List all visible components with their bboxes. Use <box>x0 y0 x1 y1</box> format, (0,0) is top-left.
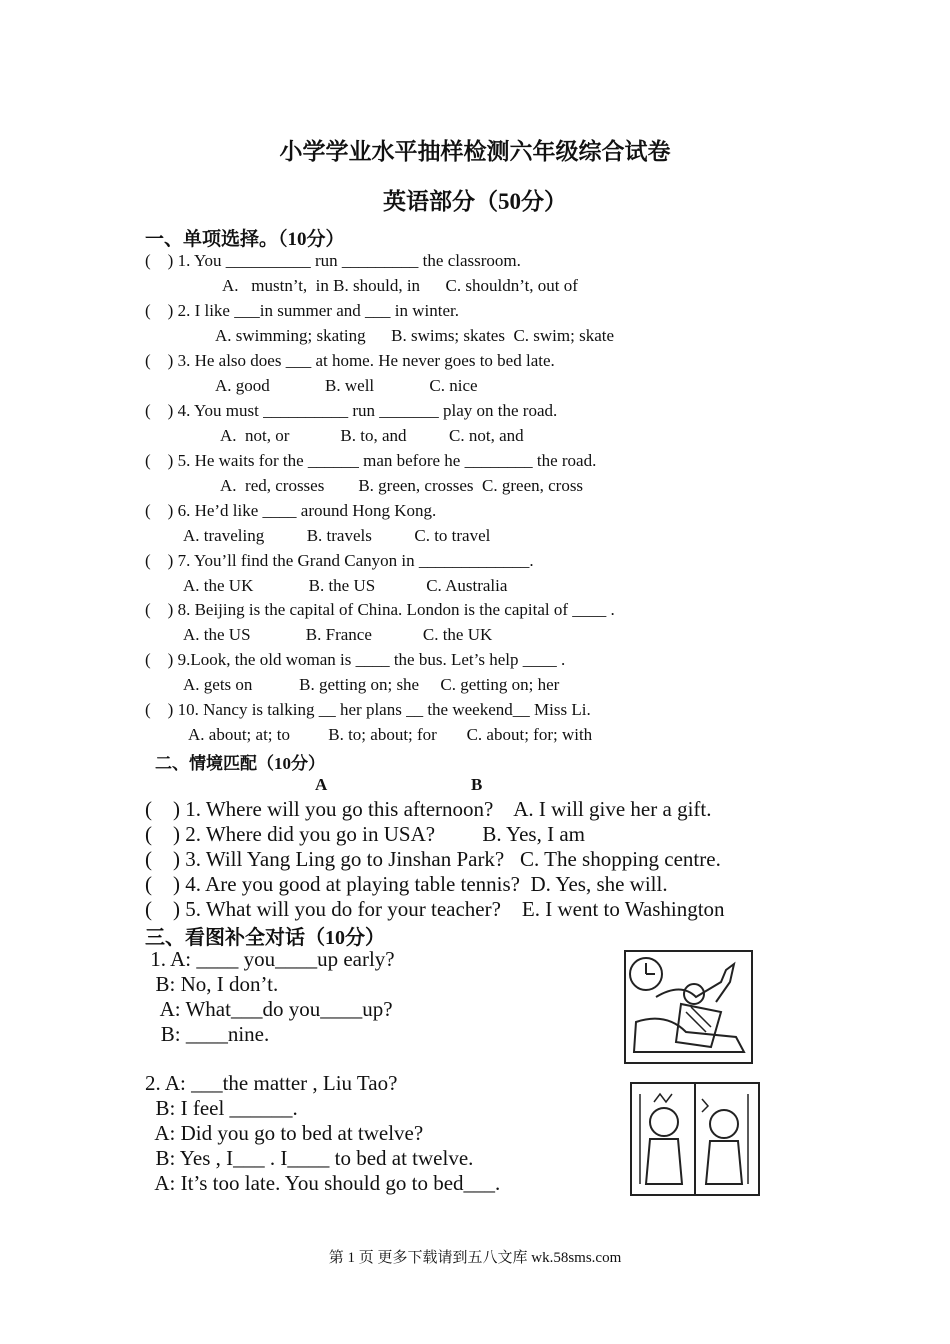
section1-heading: 一、单项选择。（10分） <box>145 229 345 250</box>
dialogue2-line-2: B: I feel ______. <box>145 1096 298 1120</box>
column-a-label: A <box>315 775 328 794</box>
q1-options: A. mustn’t, in B. should, in C. shouldn’t, out of <box>222 276 578 295</box>
dialogue1-line-2: B: No, I don’t. <box>145 972 279 996</box>
dialogue1-line-1: 1. A: ____ you____up early? <box>145 947 395 971</box>
dialogue2-line-3: A: Did you go to bed at twelve? <box>145 1121 424 1145</box>
wake-up-illustration <box>624 950 753 1064</box>
q4-options: A. not, or B. to, and C. not, and <box>220 426 524 445</box>
sick-boys-drawing <box>632 1084 758 1194</box>
q9-options: A. gets on B. getting on; she C. getting on; her <box>183 675 560 694</box>
q2-options: A. swimming; skating B. swims; skates C. swim; skate <box>215 326 615 345</box>
column-b-label: B <box>471 775 483 794</box>
match-line-4: ( ) 4. Are you good at playing table tennis? D. Yes, she will. <box>145 872 668 896</box>
page-subtitle: 英语部分（50分） <box>383 189 567 214</box>
dialogue1-line-4: B: ____nine. <box>145 1022 270 1046</box>
match-line-2: ( ) 2. Where did you go in USA? B. Yes, I am <box>145 822 585 846</box>
page-title: 小学学业水平抽样检测六年级综合试卷 <box>279 139 671 164</box>
q5-options: A. red, crosses B. green, crosses C. green, cross <box>220 476 584 495</box>
q7-options: A. the UK B. the US C. Australia <box>183 576 508 595</box>
q8-stem: ( ) 8. Beijing is the capital of China. London is the capital of ____ . <box>145 600 615 619</box>
q6-stem: ( ) 6. He’d like ____ around Hong Kong. <box>145 501 437 520</box>
q7-stem: ( ) 7. You’ll find the Grand Canyon in _____________. <box>145 551 534 570</box>
q5-stem: ( ) 5. He waits for the ______ man before he ________ the road. <box>145 451 597 470</box>
match-line-1: ( ) 1. Where will you go this afternoon? A. I will give her a gift. <box>145 797 712 821</box>
q3-options: A. good B. well C. nice <box>215 376 478 395</box>
q9-stem: ( ) 9.Look, the old woman is ____ the bus. Let’s help ____ . <box>145 650 566 669</box>
wake-up-drawing <box>626 952 751 1062</box>
q1-stem: ( ) 1. You __________ run _________ the classroom. <box>145 251 521 270</box>
q10-stem: ( ) 10. Nancy is talking __ her plans __ the weekend__ Miss Li. <box>145 700 591 719</box>
dialogue2-line-1: 2. A: ___the matter , Liu Tao? <box>145 1071 398 1095</box>
sick-boys-illustration <box>630 1082 760 1196</box>
q2-stem: ( ) 2. I like ___in summer and ___ in winter. <box>145 301 459 320</box>
q10-options: A. about; at; to B. to; about; for C. about; for; with <box>188 725 593 744</box>
match-line-3: ( ) 3. Will Yang Ling go to Jinshan Park? C. The shopping centre. <box>145 847 721 871</box>
q6-options: A. traveling B. travels C. to travel <box>183 526 491 545</box>
dialogue2-line-4: B: Yes , I___ . I____ to bed at twelve. <box>145 1146 474 1170</box>
dialogue2-line-5: A: It’s too late. You should go to bed___. <box>145 1171 501 1195</box>
q4-stem: ( ) 4. You must __________ run _______ play on the road. <box>145 401 558 420</box>
q3-stem: ( ) 3. He also does ___ at home. He never goes to bed late. <box>145 351 555 370</box>
section2-heading: 二、情境匹配（10分） <box>155 754 325 773</box>
section3-heading: 三、看图补全对话（10分） <box>145 927 385 949</box>
dialogue1-line-3: A: What___do you____up? <box>145 997 393 1021</box>
q8-options: A. the US B. France C. the UK <box>183 625 493 644</box>
page-footer: 第 1 页 更多下载请到五八文库 wk.58sms.com <box>328 1250 622 1266</box>
match-line-5: ( ) 5. What will you do for your teacher? E. I went to Washington <box>145 897 725 921</box>
